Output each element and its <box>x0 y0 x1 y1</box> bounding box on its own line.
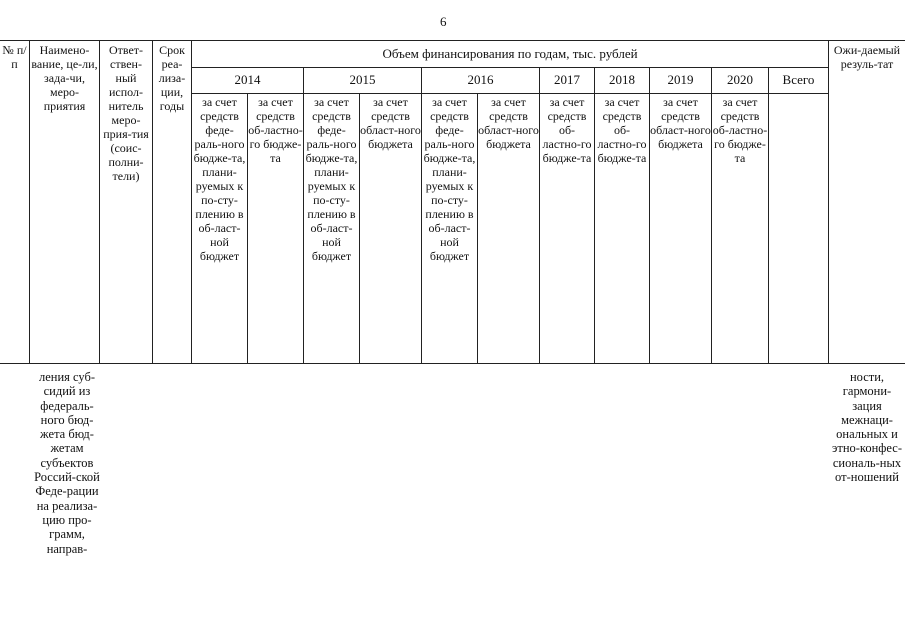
year-2016: 2016 <box>422 67 540 93</box>
subheader-2014-regional: за счет средств об-ластно-го бюдже-та <box>248 93 304 363</box>
column-header-number: № п/п <box>0 41 30 363</box>
column-header-result: Ожи-даемый резуль-тат <box>833 43 901 71</box>
column-header-period: Срок реа-лиза-ции, годы <box>153 41 192 363</box>
continuation-result-text: ности, гармони-зация межнаци-ональных и этно-конфес-сиональ-ных от-ношений <box>832 370 902 485</box>
year-2020: 2020 <box>712 67 769 93</box>
column-header-name: Наимено-вание, це-ли, зада-чи, меро-приятия <box>30 41 100 363</box>
year-2015: 2015 <box>304 67 422 93</box>
year-2019: 2019 <box>650 67 712 93</box>
subheader-2015-federal: за счет средств феде-раль-ного бюдже-та, плани-руемых к по-сту-плению в об-ласт-ной бюджет <box>304 93 360 363</box>
year-total: Всего <box>769 67 829 93</box>
table-header <box>0 40 905 364</box>
subheader-2019-regional: за счет средств област-ного бюджета <box>650 93 712 363</box>
year-2018: 2018 <box>595 67 650 93</box>
subheader-2014-federal: за счет средств феде-раль-ного бюдже-та, плани-руемых к по-сту-плению в об-ласт-ной бюджет <box>192 93 248 363</box>
subheader-2020-regional: за счет средств об-ластно-го бюдже-та <box>712 93 769 363</box>
subheader-2016-regional: за счет средств област-ного бюджета <box>478 93 540 363</box>
subheader-total <box>769 93 829 363</box>
page-number: 6 <box>440 14 447 29</box>
column-header-financing: Объем финансирования по годам, тыс. рублей <box>192 41 829 67</box>
subheader-2017-regional: за счет средств об-ластно-го бюдже-та <box>540 93 595 363</box>
subheader-2016-federal: за счет средств феде-раль-ного бюдже-та, плани-руемых к по-сту-плению в об-ласт-ной бюджет <box>422 93 478 363</box>
continuation-name-text: ления суб-сидий из федераль-ного бюд-жета бюд-жетам субъектов Россий-ской Феде-рации на реализа-цию про-грамм, направ- <box>34 370 100 556</box>
year-2014: 2014 <box>192 67 304 93</box>
subheader-2018-regional: за счет средств об-ластно-го бюдже-та <box>595 93 650 363</box>
subheader-2015-regional: за счет средств област-ного бюджета <box>360 93 422 363</box>
year-2017: 2017 <box>540 67 595 93</box>
column-header-responsible: Ответ-ствен-ный испол-нитель меро-прия-тия (соис-полни-тели) <box>100 41 153 363</box>
